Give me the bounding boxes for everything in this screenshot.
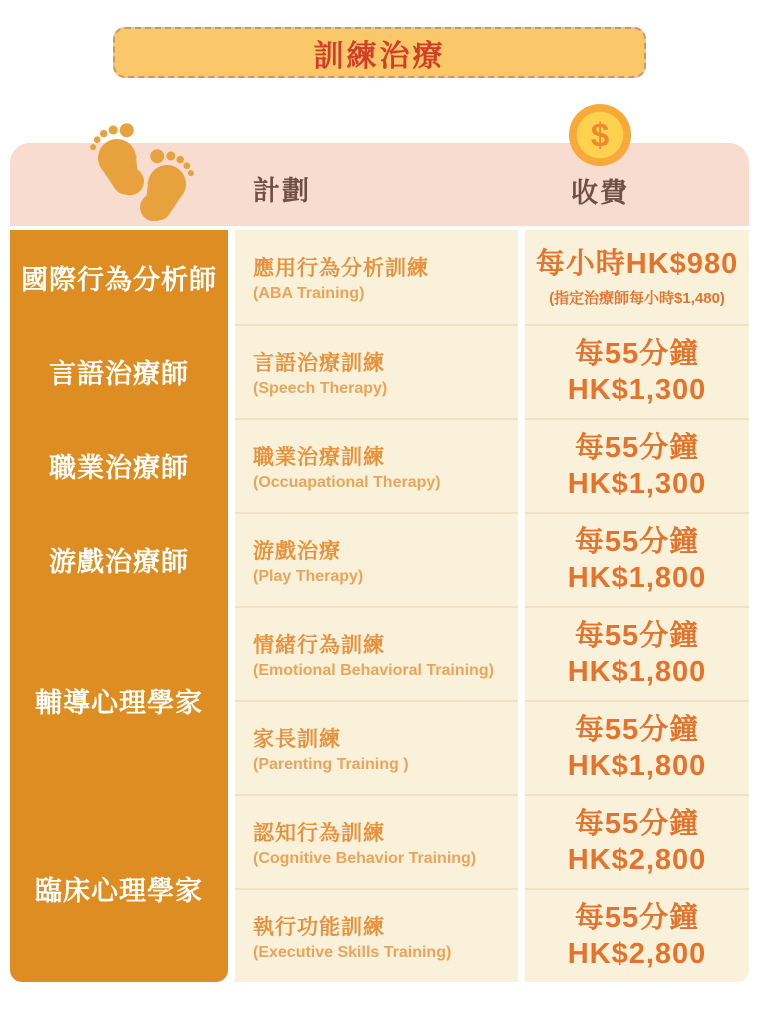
provider-cell-international-behavior-analyst	[10, 230, 228, 324]
plan-name-en: (Speech Therapy)	[253, 379, 388, 397]
plan-name-en: (ABA Training)	[253, 284, 365, 302]
fee-duration: 每55分鐘	[574, 431, 700, 464]
fee-duration: 每55分鐘	[574, 901, 700, 934]
provider-cell-play-therapist	[10, 512, 228, 606]
plan-cell	[235, 888, 518, 982]
plan-name-zh: 情緒行為訓練	[253, 633, 385, 657]
table-header-row	[10, 116, 749, 226]
fee-column-header: 收費	[571, 178, 629, 208]
plan-cell	[235, 606, 518, 700]
plan-name-en: (Parenting Training )	[253, 755, 409, 773]
provider-label: 職業治療師	[49, 452, 189, 483]
pricing-grid	[10, 230, 749, 982]
fee-cell	[525, 512, 749, 606]
fee-duration: 每55分鐘	[574, 619, 700, 652]
baby-footprints-icon	[73, 106, 203, 221]
plan-cell	[235, 418, 518, 512]
plan-name-zh: 游戲治療	[253, 539, 341, 563]
fee-amount: HK$1,800	[567, 562, 707, 594]
fee-amount: HK$2,800	[567, 938, 707, 970]
provider-cell-clinical-psychologist	[10, 794, 228, 982]
plan-cell	[235, 700, 518, 794]
section-title-banner	[113, 27, 646, 78]
provider-cell-occupational-therapist	[10, 418, 228, 512]
plan-cell	[235, 324, 518, 418]
fee-cell	[525, 888, 749, 982]
plan-name-zh: 家長訓練	[253, 727, 341, 751]
fee-cell	[525, 324, 749, 418]
plan-column-header: 計劃	[253, 176, 311, 206]
fee-duration: 每55分鐘	[574, 525, 700, 558]
fee-column-header-group	[557, 103, 643, 210]
fee-amount: HK$1,800	[567, 750, 707, 782]
plan-name-en: (Cognitive Behavior Training)	[253, 849, 477, 867]
fee-amount: 每小時HK$980	[535, 248, 739, 281]
provider-label: 臨床心理學家	[35, 875, 203, 906]
provider-label: 游戲治療師	[49, 546, 189, 577]
plan-name-zh: 應用行為分析訓練	[253, 256, 429, 280]
plan-name-zh: 職業治療訓練	[253, 445, 385, 469]
fee-cell	[525, 230, 749, 324]
plan-cell	[235, 230, 518, 324]
plan-cell	[235, 794, 518, 888]
section-title: 訓練治療	[313, 39, 446, 73]
fee-cell	[525, 418, 749, 512]
fee-amount: HK$2,800	[567, 844, 707, 876]
fee-cell	[525, 606, 749, 700]
plan-name-zh: 認知行為訓練	[253, 821, 385, 845]
plan-name-en: (Executive Skills Training)	[253, 943, 452, 961]
fee-cell	[525, 700, 749, 794]
provider-label: 國際行為分析師	[21, 264, 217, 295]
fee-amount: HK$1,800	[567, 656, 707, 688]
plan-cell	[235, 512, 518, 606]
provider-cell-counselling-psychologist	[10, 606, 228, 794]
fee-amount: HK$1,300	[567, 374, 707, 406]
fee-duration: 每55分鐘	[574, 337, 700, 370]
provider-cell-speech-therapist	[10, 324, 228, 418]
fee-duration: 每55分鐘	[574, 807, 700, 840]
dollar-coin-icon	[568, 103, 632, 167]
plan-name-zh: 言語治療訓練	[253, 351, 385, 375]
fee-duration: 每55分鐘	[574, 713, 700, 746]
plan-name-en: (Play Therapy)	[253, 567, 364, 585]
provider-label: 輔導心理學家	[35, 687, 203, 718]
plan-name-en: (Occuapational Therapy)	[253, 473, 441, 491]
pricing-table-card	[10, 116, 749, 982]
fee-note: (指定治療師每小時$1,480)	[549, 289, 725, 307]
fee-amount: HK$1,300	[567, 468, 707, 500]
svg-text:$: $	[590, 116, 610, 154]
plan-name-en: (Emotional Behavioral Training)	[253, 661, 494, 679]
fee-cell	[525, 794, 749, 888]
plan-name-zh: 執行功能訓練	[253, 915, 385, 939]
provider-label: 言語治療師	[49, 358, 189, 389]
